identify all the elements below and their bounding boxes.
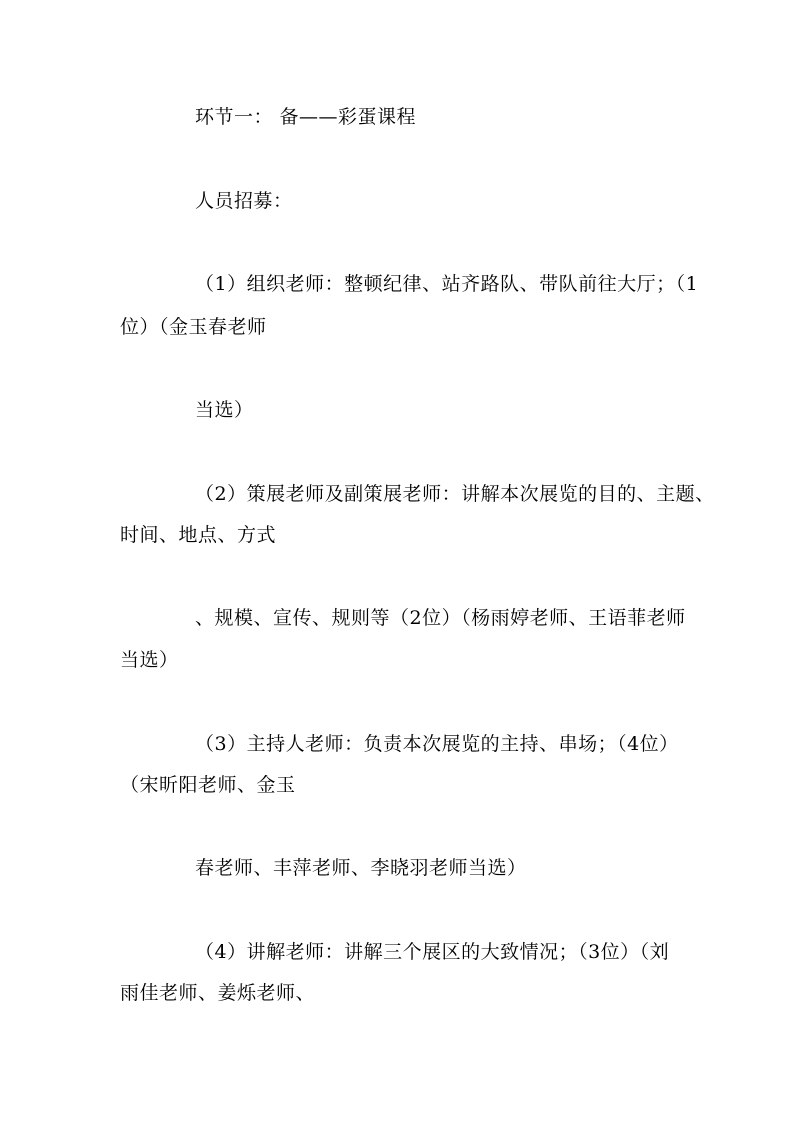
item-3-line-3: 春老师、丰萍老师、李晓羽老师当选） (195, 857, 527, 879)
item-1-line-2: 位）（金玉春老师 (120, 316, 267, 338)
item-1-line-1: （1）组织老师：整顿纪律、站齐路队、带队前往大厅；（1 (195, 273, 699, 295)
recruitment-heading: 人员招募： (195, 190, 293, 212)
section-heading: 环节一： 备——彩蛋课程 (195, 106, 417, 128)
item-2-line-1: （2）策展老师及副策展老师：讲解本次展览的目的、主题、 (195, 483, 715, 505)
item-3-line-1: （3）主持人老师：负责本次展览的主持、串场；（4位） (195, 733, 679, 755)
item-2-line-3: 、规模、宣传、规则等（2位）（杨雨婷老师、王语菲老师 (195, 607, 686, 629)
item-4-line-1: （4）讲解老师：讲解三个展区的大致情况；（3位）（刘 (195, 941, 670, 963)
item-4-line-2: 雨佳老师、姜烁老师、 (120, 982, 316, 1004)
item-2-line-2: 时间、地点、方式 (120, 524, 277, 546)
item-2-line-4: 当选） (120, 649, 179, 671)
item-1-line-3: 当选） (195, 399, 254, 421)
item-3-line-2: （宋昕阳老师、金玉 (120, 774, 296, 796)
